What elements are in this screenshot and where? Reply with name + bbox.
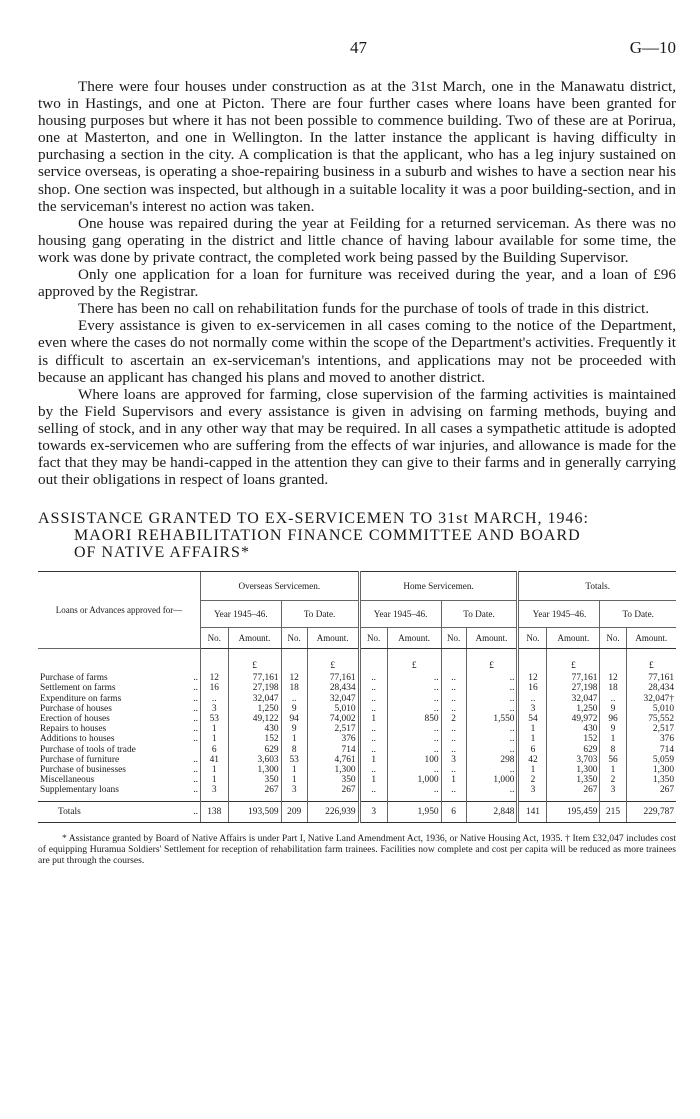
row-label: Purchase of businesses bbox=[40, 765, 126, 776]
count-cell: 2 bbox=[441, 714, 466, 724]
amount-cell: 267 bbox=[547, 785, 600, 795]
count-cell: .. bbox=[441, 765, 466, 775]
amount-cell: 77,161 bbox=[626, 673, 676, 683]
count-cell: 3 bbox=[518, 704, 547, 714]
count-cell: 8 bbox=[600, 745, 626, 755]
paragraph: Only one application for a loan for furniture was received during the year, and a loan of £96 approved by the Registrar. bbox=[38, 266, 676, 301]
count-cell: 2 bbox=[518, 775, 547, 785]
row-label: Settlement on farms bbox=[40, 683, 116, 694]
table-row bbox=[38, 704, 676, 714]
amount-cell: 430 bbox=[547, 724, 600, 734]
count-cell: 215 bbox=[600, 801, 626, 822]
amount-cell: 2,517 bbox=[307, 724, 359, 734]
count-cell: .. bbox=[359, 724, 387, 734]
amount-cell: .. bbox=[466, 704, 518, 714]
row-label: Supplementary loans bbox=[40, 785, 119, 796]
amount-cell: 74,002 bbox=[307, 714, 359, 724]
amount-cell: 350 bbox=[307, 775, 359, 785]
row-label: Erection of houses bbox=[40, 714, 110, 725]
amount-cell: .. bbox=[466, 683, 518, 693]
leader-dots: .. bbox=[193, 754, 198, 765]
table-row bbox=[38, 673, 676, 683]
count-cell: 3 bbox=[281, 785, 307, 795]
count-cell: 209 bbox=[281, 801, 307, 822]
amount-cell: .. bbox=[387, 785, 441, 795]
count-cell: .. bbox=[359, 694, 387, 704]
count-cell: 9 bbox=[281, 724, 307, 734]
count-cell: 6 bbox=[441, 801, 466, 822]
amount-cell: 193,509 bbox=[228, 801, 281, 822]
currency-row bbox=[38, 649, 676, 674]
amount-cell: 49,122 bbox=[228, 714, 281, 724]
amount-cell: 152 bbox=[547, 734, 600, 744]
count-cell: 1 bbox=[518, 734, 547, 744]
leader-dots: .. bbox=[193, 693, 198, 704]
amount-cell: .. bbox=[387, 724, 441, 734]
amount-cell: 49,972 bbox=[547, 714, 600, 724]
group-header: Overseas Servicemen. bbox=[201, 572, 360, 601]
subcol-amount: Amount. bbox=[547, 628, 600, 649]
subcol-no: No. bbox=[281, 628, 307, 649]
subcol-amount: Amount. bbox=[626, 628, 676, 649]
count-cell: 54 bbox=[518, 714, 547, 724]
leader-dots: .. bbox=[193, 785, 198, 796]
subcol-no: No. bbox=[441, 628, 466, 649]
count-cell: 1 bbox=[359, 755, 387, 765]
table-row bbox=[38, 765, 676, 775]
row-label: Totals bbox=[58, 806, 81, 817]
document-page bbox=[38, 38, 676, 866]
amount-cell: 376 bbox=[307, 734, 359, 744]
count-cell: 18 bbox=[281, 683, 307, 693]
subcol-no: No. bbox=[518, 628, 547, 649]
count-cell: 12 bbox=[518, 673, 547, 683]
count-cell: 16 bbox=[201, 683, 229, 693]
currency-symbol: £ bbox=[466, 649, 518, 674]
count-cell: 6 bbox=[518, 745, 547, 755]
count-cell: 12 bbox=[201, 673, 229, 683]
period-header: Year 1945–46. bbox=[359, 601, 441, 628]
amount-cell: 1,250 bbox=[547, 704, 600, 714]
table-title-line: MAORI REHABILITATION FINANCE COMMITTEE AND BOARD bbox=[74, 527, 581, 545]
subcol-amount: Amount. bbox=[466, 628, 518, 649]
amount-cell: .. bbox=[387, 734, 441, 744]
amount-cell: 298 bbox=[466, 755, 518, 765]
table-title-line: OF NATIVE AFFAIRS* bbox=[74, 544, 250, 562]
count-cell: .. bbox=[518, 694, 547, 704]
count-cell: 8 bbox=[281, 745, 307, 755]
count-cell: .. bbox=[600, 694, 626, 704]
amount-cell: 226,939 bbox=[307, 801, 359, 822]
count-cell: .. bbox=[359, 785, 387, 795]
count-cell: 1 bbox=[441, 775, 466, 785]
leader-dots: .. bbox=[193, 724, 198, 735]
count-cell: 18 bbox=[600, 683, 626, 693]
table-row bbox=[38, 694, 676, 704]
assistance-table bbox=[38, 571, 676, 822]
period-header: Year 1945–46. bbox=[201, 601, 282, 628]
leader-dots: .. bbox=[193, 734, 198, 745]
count-cell: 94 bbox=[281, 714, 307, 724]
amount-cell: 28,434 bbox=[307, 683, 359, 693]
amount-cell: 267 bbox=[307, 785, 359, 795]
amount-cell: 1,550 bbox=[466, 714, 518, 724]
amount-cell: .. bbox=[466, 765, 518, 775]
amount-cell: 1,300 bbox=[228, 765, 281, 775]
row-header: Loans or Advances approved for— bbox=[38, 572, 201, 649]
count-cell: .. bbox=[441, 745, 466, 755]
amount-cell: 32,047 bbox=[307, 694, 359, 704]
count-cell: 1 bbox=[518, 724, 547, 734]
count-cell: 53 bbox=[281, 755, 307, 765]
amount-cell: 2,848 bbox=[466, 801, 518, 822]
amount-cell: .. bbox=[387, 745, 441, 755]
amount-cell: 1,350 bbox=[626, 775, 676, 785]
amount-cell: 1,300 bbox=[626, 765, 676, 775]
amount-cell: .. bbox=[387, 673, 441, 683]
amount-cell: 4,761 bbox=[307, 755, 359, 765]
amount-cell: 32,047 bbox=[228, 694, 281, 704]
amount-cell: 28,434 bbox=[626, 683, 676, 693]
amount-cell: .. bbox=[466, 745, 518, 755]
table-row bbox=[38, 683, 676, 693]
count-cell: .. bbox=[359, 673, 387, 683]
amount-cell: 629 bbox=[228, 745, 281, 755]
count-cell: 1 bbox=[359, 714, 387, 724]
footnote-star: * Assistance granted by Board of Native Affairs is under Part I, Native Land Amendment Act, 1936, or Native Housing Act, 1935. bbox=[62, 832, 563, 844]
count-cell: .. bbox=[441, 704, 466, 714]
count-cell: 42 bbox=[518, 755, 547, 765]
count-cell: .. bbox=[359, 765, 387, 775]
count-cell: 6 bbox=[201, 745, 229, 755]
amount-cell: 77,161 bbox=[228, 673, 281, 683]
count-cell: .. bbox=[441, 683, 466, 693]
amount-cell: 1,250 bbox=[228, 704, 281, 714]
leader-dots: .. bbox=[193, 703, 198, 714]
amount-cell: 32,047 bbox=[547, 694, 600, 704]
row-label: Purchase of houses bbox=[40, 703, 112, 714]
currency-symbol: £ bbox=[626, 649, 676, 674]
amount-cell: 1,300 bbox=[547, 765, 600, 775]
amount-cell: 350 bbox=[228, 775, 281, 785]
amount-cell: 32,047† bbox=[626, 694, 676, 704]
count-cell: .. bbox=[359, 745, 387, 755]
amount-cell: 714 bbox=[626, 745, 676, 755]
amount-cell: 75,552 bbox=[626, 714, 676, 724]
document-reference: G—10 bbox=[629, 38, 676, 57]
amount-cell: 1,000 bbox=[466, 775, 518, 785]
row-label: Repairs to houses bbox=[40, 724, 107, 735]
count-cell: .. bbox=[441, 724, 466, 734]
amount-cell: 267 bbox=[626, 785, 676, 795]
table-row bbox=[38, 775, 676, 785]
currency-symbol: £ bbox=[307, 649, 359, 674]
amount-cell: 850 bbox=[387, 714, 441, 724]
row-label: Additions to houses bbox=[40, 734, 115, 745]
count-cell: 96 bbox=[600, 714, 626, 724]
amount-cell: .. bbox=[466, 724, 518, 734]
count-cell: 9 bbox=[281, 704, 307, 714]
count-cell: 138 bbox=[201, 801, 229, 822]
amount-cell: 27,198 bbox=[547, 683, 600, 693]
count-cell: .. bbox=[441, 785, 466, 795]
group-header: Totals. bbox=[518, 572, 676, 601]
count-cell: 3 bbox=[201, 704, 229, 714]
amount-cell: 5,010 bbox=[307, 704, 359, 714]
paragraph: Every assistance is given to ex-servicemen in all cases coming to the notice of the Department, even where the cases do not normally come within the scope of the Department's activities. Frequently it is difficult to ascertain an ex-serviceman's intentions, and applications may not be proceeded with because an applicant has changed his plans and moved to another district. bbox=[38, 317, 676, 386]
currency-symbol: £ bbox=[387, 649, 441, 674]
amount-cell: 229,787 bbox=[626, 801, 676, 822]
period-header: To Date. bbox=[441, 601, 518, 628]
leader-dots: .. bbox=[193, 775, 198, 786]
amount-cell: .. bbox=[466, 785, 518, 795]
count-cell: 1 bbox=[518, 765, 547, 775]
count-cell: 1 bbox=[201, 734, 229, 744]
period-header: To Date. bbox=[600, 601, 676, 628]
count-cell: .. bbox=[359, 683, 387, 693]
table-title-line: ASSISTANCE GRANTED TO EX-SERVICEMEN TO 31st MARCH, 1946: bbox=[38, 510, 589, 528]
count-cell: 1 bbox=[281, 734, 307, 744]
amount-cell: 1,950 bbox=[387, 801, 441, 822]
count-cell: 56 bbox=[600, 755, 626, 765]
page-header bbox=[38, 38, 676, 64]
count-cell: 9 bbox=[600, 724, 626, 734]
subcol-amount: Amount. bbox=[387, 628, 441, 649]
subcol-no: No. bbox=[359, 628, 387, 649]
amount-cell: .. bbox=[387, 694, 441, 704]
count-cell: .. bbox=[359, 704, 387, 714]
leader-dots: .. bbox=[193, 714, 198, 725]
currency-symbol: £ bbox=[228, 649, 281, 674]
row-label: Miscellaneous bbox=[40, 775, 95, 786]
table-row bbox=[38, 734, 676, 744]
count-cell: 141 bbox=[518, 801, 547, 822]
count-cell: 12 bbox=[600, 673, 626, 683]
amount-cell: 267 bbox=[228, 785, 281, 795]
count-cell: 3 bbox=[600, 785, 626, 795]
paragraph: Where loans are approved for farming, close supervision of the farming activities is maintained by the Field Supervisors and every assistance is given in advising on farming methods, buying and selling of stock, and in any other way that may be required. In all cases a sympathetic attitude is adopted towards ex-servicemen who are suffering from the effects of war injuries, and allowance is made for the fact that they may be handi-capped in the attention they can give to their farms and in generally carrying out their obligations in respect of loans granted. bbox=[38, 385, 676, 489]
count-cell: .. bbox=[359, 734, 387, 744]
count-cell: 1 bbox=[201, 775, 229, 785]
count-cell: 2 bbox=[600, 775, 626, 785]
subcol-amount: Amount. bbox=[228, 628, 281, 649]
leader-dots: .. bbox=[193, 806, 198, 817]
amount-cell: 77,161 bbox=[307, 673, 359, 683]
row-label: Purchase of farms bbox=[40, 673, 108, 684]
amount-cell: 2,517 bbox=[626, 724, 676, 734]
count-cell: 3 bbox=[518, 785, 547, 795]
count-cell: 41 bbox=[201, 755, 229, 765]
subcol-no: No. bbox=[201, 628, 229, 649]
amount-cell: 152 bbox=[228, 734, 281, 744]
amount-cell: 714 bbox=[307, 745, 359, 755]
amount-cell: .. bbox=[387, 683, 441, 693]
amount-cell: 629 bbox=[547, 745, 600, 755]
paragraph: There were four houses under construction as at the 31st March, one in the Manawatu district, two in Hastings, and one at Picton. There are four further cases where loans have been granted for housing purposes but where it has not been possible to commence building. Two of these are at Porirua, one at Masterton, and one in Wellington. In the latter instance the applicant is having difficulty in purchasing a section in the city. A complication is that the applicant, who has a leg injury sustained on service overseas, is operating a shoe-repairing business in a suburb and wishes to have a section near his shop. One section was inspected, but although in a suitable locality it was a poor building-section, and in the serviceman's interest no action was taken. bbox=[38, 78, 676, 215]
amount-cell: .. bbox=[466, 673, 518, 683]
count-cell: 3 bbox=[359, 801, 387, 822]
row-label: Purchase of tools of trade bbox=[40, 744, 136, 755]
amount-cell: 27,198 bbox=[228, 683, 281, 693]
amount-cell: .. bbox=[387, 765, 441, 775]
count-cell: 1 bbox=[359, 775, 387, 785]
count-cell: .. bbox=[441, 694, 466, 704]
amount-cell: 430 bbox=[228, 724, 281, 734]
count-cell: 1 bbox=[201, 765, 229, 775]
footnote-dagger: † Item £32,047 includes cost of equipping Huramua Soldiers' Settlement for reception of rehabilitation farm trainees. Facilities now complete and cost per capita will be reduced as more trainees are put through the courses. bbox=[38, 832, 676, 866]
period-header: Year 1945–46. bbox=[518, 601, 600, 628]
page-number: 47 bbox=[350, 38, 367, 57]
table-row bbox=[38, 745, 676, 755]
count-cell: .. bbox=[441, 673, 466, 683]
leader-dots: .. bbox=[193, 765, 198, 776]
leader-dots: .. bbox=[193, 683, 198, 694]
row-label: Expenditure on farms bbox=[40, 693, 122, 704]
table-row bbox=[38, 714, 676, 724]
period-header: To Date. bbox=[281, 601, 359, 628]
amount-cell: .. bbox=[387, 704, 441, 714]
count-cell: .. bbox=[281, 694, 307, 704]
amount-cell: 5,010 bbox=[626, 704, 676, 714]
table-title bbox=[38, 510, 676, 561]
group-header: Home Servicemen. bbox=[359, 572, 518, 601]
count-cell: 3 bbox=[201, 785, 229, 795]
amount-cell: 3,703 bbox=[547, 755, 600, 765]
amount-cell: 100 bbox=[387, 755, 441, 765]
count-cell: 1 bbox=[600, 765, 626, 775]
paragraph: One house was repaired during the year at Feilding for a returned serviceman. As there was no housing gang operating in the district and little chance of having labour available for some time, the work was done by private contract, the completed work being passed by the Building Supervisor. bbox=[38, 214, 676, 266]
amount-cell: 1,350 bbox=[547, 775, 600, 785]
amount-cell: .. bbox=[466, 694, 518, 704]
count-cell: 1 bbox=[600, 734, 626, 744]
count-cell: 1 bbox=[201, 724, 229, 734]
amount-cell: 5,059 bbox=[626, 755, 676, 765]
count-cell: 9 bbox=[600, 704, 626, 714]
table-row bbox=[38, 785, 676, 795]
amount-cell: 376 bbox=[626, 734, 676, 744]
amount-cell: 1,000 bbox=[387, 775, 441, 785]
count-cell: 3 bbox=[441, 755, 466, 765]
currency-symbol: £ bbox=[547, 649, 600, 674]
amount-cell: 1,300 bbox=[307, 765, 359, 775]
body-text bbox=[38, 78, 676, 488]
count-cell: 1 bbox=[281, 765, 307, 775]
footnote bbox=[38, 833, 676, 866]
count-cell: 53 bbox=[201, 714, 229, 724]
subcol-amount: Amount. bbox=[307, 628, 359, 649]
table-row bbox=[38, 755, 676, 765]
totals-row bbox=[38, 801, 676, 822]
count-cell: .. bbox=[201, 694, 229, 704]
count-cell: 12 bbox=[281, 673, 307, 683]
subcol-no: No. bbox=[600, 628, 626, 649]
count-cell: .. bbox=[441, 734, 466, 744]
paragraph: There has been no call on rehabilitation funds for the purchase of tools of trade in this district. bbox=[78, 300, 650, 318]
leader-dots: .. bbox=[193, 673, 198, 684]
amount-cell: 195,459 bbox=[547, 801, 600, 822]
amount-cell: 77,161 bbox=[547, 673, 600, 683]
amount-cell: 3,603 bbox=[228, 755, 281, 765]
count-cell: 16 bbox=[518, 683, 547, 693]
row-label: Purchase of furniture bbox=[40, 754, 120, 765]
table-row bbox=[38, 724, 676, 734]
count-cell: 1 bbox=[281, 775, 307, 785]
amount-cell: .. bbox=[466, 734, 518, 744]
